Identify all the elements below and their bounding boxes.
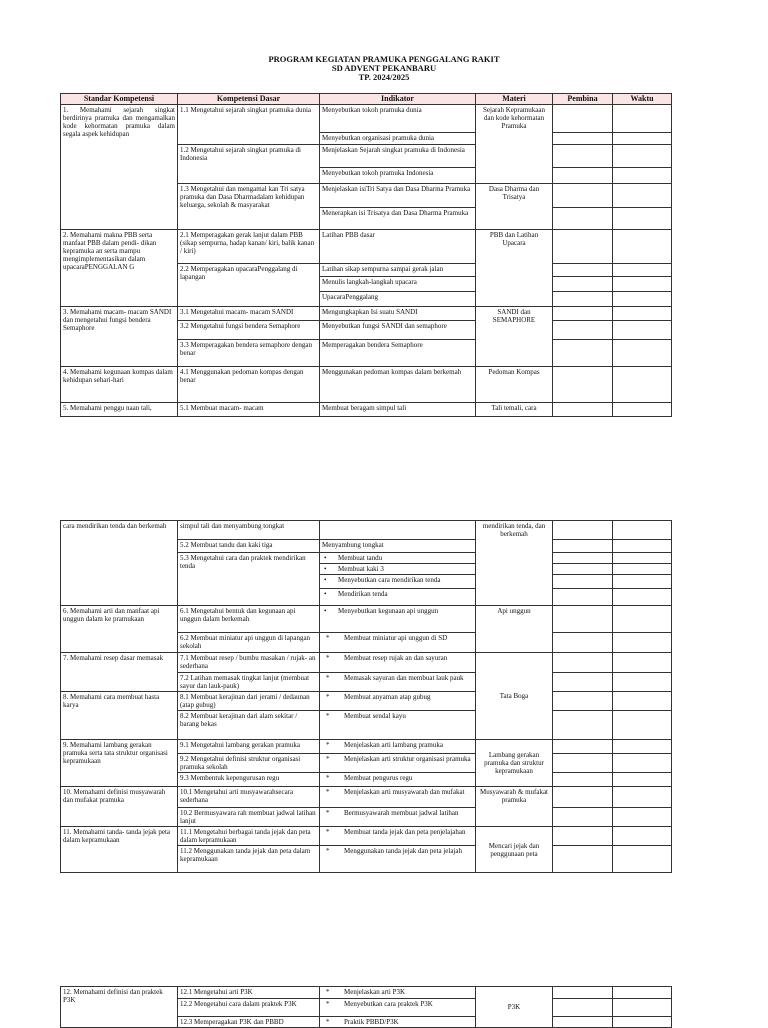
- indikator-cell: Menyebutkan fungsi SANDI dan semaphore: [320, 321, 476, 340]
- sk-cell: cara mendirikan tenda dan berkemah: [61, 521, 178, 606]
- indikator-cell: • Menyebutkan cara mendirikan tenda: [320, 575, 476, 589]
- indikator-cell: * Menjelaskan arti struktur organisasi pramuka: [320, 754, 476, 773]
- materi-cell: Pedoman Kompas: [476, 367, 553, 403]
- program-table-page-1: [60, 93, 672, 417]
- kd-cell: 5.1 Membuat macam- macam: [178, 403, 320, 417]
- kd-cell: 9.2 Mengetahui definisi struktur organisasi pramuka sekolah: [178, 754, 320, 773]
- doc-title: PROGRAM KEGIATAN PRAMUKA PENGGALANG RAKIT: [268, 54, 500, 64]
- materi-cell: Dasa Dharma dan Trisatya: [476, 184, 553, 230]
- col-header-standar: Standar Kompetensi: [61, 94, 178, 105]
- indikator-cell: Mengungkapkan Isi suatu SANDI: [320, 307, 476, 321]
- materi-cell: Tali temali, cara: [476, 403, 553, 417]
- materi-cell: P3K: [476, 987, 553, 1028]
- materi-cell: Sejarah Kepramukaan dan kode kehormatan Pramuka: [476, 105, 553, 184]
- indikator-cell: * Membuat tanda jejak dan peta penjelajahan: [320, 827, 476, 846]
- materi-cell: Musyawarah & mufakat pramuka: [476, 787, 553, 827]
- indikator-cell: Menyambung tongkat: [320, 540, 476, 553]
- kd-cell: 8.1 Membuat kerajinan dari jerami / dedaunan (atap gubug): [178, 692, 320, 711]
- kd-cell: 1.3 Mengetahui dan mengamal kan Tri satya pramuka dan Dasa Dharmadalam kehidupan keluarga, sekolah & masyarakat: [178, 184, 320, 230]
- indikator-cell: * Menggunakan tanda jejak dan peta jelajah: [320, 846, 476, 873]
- materi-cell: PBB dan Latihan Upacara: [476, 230, 553, 307]
- kd-cell: 11.1 Mengetahui berbagai tanda jejak dan peta dalam kepramukaan: [178, 827, 320, 846]
- sk-cell: 3. Memahami macam- macam SANDI dan mengetahui fungsi bendera Semaphore: [61, 307, 178, 367]
- kd-cell: simpul tali dan menyambung tongkat: [178, 521, 320, 540]
- indikator-cell: • Membuat tandu: [320, 553, 476, 564]
- program-table-page-3: [60, 986, 672, 1028]
- kd-cell: 12.2 Mengetahui cara dalam praktek P3K: [178, 999, 320, 1017]
- kd-cell: 6.2 Membuat miniatur api unggun di lapangan sekolah: [178, 633, 320, 653]
- indikator-cell: * Membuat miniatur api unggun di SD: [320, 633, 476, 653]
- materi-cell: Api unggun: [476, 606, 553, 653]
- col-header-materi: Materi: [476, 94, 553, 105]
- kd-cell: 5.2 Membuat tandu dan kaki tiga: [178, 540, 320, 553]
- indikator-cell: Latihan PBB dasar: [320, 230, 476, 264]
- school-name: SD ADVENT PEKANBARU: [331, 63, 437, 73]
- indikator-cell: * Membuat pengurus regu: [320, 773, 476, 787]
- kd-cell: 7.2 Latihan memasak tingkat lanjut (membuat sayur dan lauk-pauk): [178, 673, 320, 692]
- col-header-pembina: Pembina: [553, 94, 613, 105]
- sk-cell: 11. Memahami tanda- tanda jejak peta dalam kepramukaan: [61, 827, 178, 873]
- kd-cell: 3.1 Mengetahui macam- macam SANDI: [178, 307, 320, 321]
- indikator-cell: * Menyebutkan cara praktek P3K: [320, 999, 476, 1017]
- indikator-cell: • Mendirikan tenda: [320, 589, 476, 606]
- indikator-cell: Memperagakan bendera Semaphore: [320, 340, 476, 367]
- indikator-cell: Menggunakan pedoman kompas dalam berkemah: [320, 367, 476, 403]
- sk-cell: 8. Memahami cara membuat hasta karya: [61, 692, 178, 740]
- materi-cell: mendirikan tenda, dan berkemah: [476, 521, 553, 606]
- indikator-cell: * Menjelaskan arti lambang pramuka: [320, 740, 476, 754]
- sk-cell: 1. Memahami sejarah singkat berdirinya pramuka dan mengamalkan kode kehormatan pramuka dalam segala aspek kehidupan: [61, 105, 178, 230]
- indikator-cell: Menyebutkan tokoh pramuka Indonesia: [320, 168, 476, 184]
- pembina-cell: [553, 105, 613, 133]
- kd-cell: 7.1 Membuat resep / bumbu masakan / rujak- an sederhana: [178, 653, 320, 673]
- sk-cell: 2. Memahami makna PBB serta manfaat PBB dalam pendi- dikan kepramuka an serta mampu mengimplementasikan dalam upacaraPENGGALAN G: [61, 230, 178, 307]
- kd-cell: 3.2 Mengetahui fungsi bendera Semaphore: [178, 321, 320, 340]
- indikator-cell: UpacaraPenggalang: [320, 292, 476, 307]
- materi-cell: SANDI dan SEMAPHORE: [476, 307, 553, 367]
- kd-cell: 2.1 Memperagakan gerak lanjut dalam PBB (sikap sempurna, hadap kanan/ kiri, balik kanan / kiri): [178, 230, 320, 264]
- school-year: TP. 2024/2025: [358, 72, 410, 82]
- col-header-kompetensi: Kompetensi Dasar: [178, 94, 320, 105]
- col-header-indikator: Indikator: [320, 94, 476, 105]
- indikator-cell: Membuat beragam simpul tali: [320, 403, 476, 417]
- kd-cell: 8.2 Membuat kerajinan dari alam sekitar / barang bekas: [178, 711, 320, 740]
- kd-cell: 6.1 Mengetahui bentuk dan kegunaan api unggun dalam berkemah: [178, 606, 320, 633]
- waktu-cell: [613, 105, 672, 133]
- indikator-cell: Menjelaskan isiTri Satya dan Dasa Dharma Pramuka: [320, 184, 476, 208]
- sk-cell: 9. Memahami lambang gerakan pramuka serta tata struktur organisasi kepramukaan: [61, 740, 178, 787]
- kd-cell: 10.1 Mengetahui arti musyawarahsecara sederhana: [178, 787, 320, 808]
- kd-cell: 9.1 Mengetahui lambang gerakan pramuka: [178, 740, 320, 754]
- indikator-cell: * Menjelaskan arti musyawarah dan mufakat: [320, 787, 476, 808]
- kd-cell: 12.3 Memperagakan P3K dan PBBD: [178, 1017, 320, 1028]
- program-table-page-2: [60, 520, 672, 873]
- sk-cell: 5. Memahami penggu naan tali,: [61, 403, 178, 417]
- kd-cell: 4.1 Menggunakan pedoman kompas dengan benar: [178, 367, 320, 403]
- kd-cell: 12.1 Mengetahui arti P3K: [178, 987, 320, 999]
- materi-cell: Lambang gerakan pramuka dan struktur kepramukaan: [476, 740, 553, 787]
- kd-cell: 11.2 Menggunakan tanda jejak dan peta dalam kepramukaan: [178, 846, 320, 873]
- indikator-cell: • Menyebutkan kegunaan api unggun: [320, 606, 476, 633]
- indikator-cell: * Membuat resep rujak an dan sayuran: [320, 653, 476, 673]
- kd-cell: 2.2 Memperagakan upacaraPenggalang di lapangan: [178, 264, 320, 307]
- indikator-cell: * Membuat sendal kayu: [320, 711, 476, 740]
- kd-cell: 1.1 Mengetahui sejarah singkat pramuka dunia: [178, 105, 320, 145]
- indikator-cell: Menyebutkan tokoh pramuka dunia: [320, 105, 476, 133]
- kd-cell: 5.3 Mengetahui cara dan praktek mendirikan tenda: [178, 553, 320, 606]
- kd-cell: 9.3 Membentuk kepengurusan regu: [178, 773, 320, 787]
- kd-cell: 3.3 Memperagakan bendera semaphore dengan benar: [178, 340, 320, 367]
- indikator-cell: * Memasak sayuran dan membuat lauk pauk: [320, 673, 476, 692]
- indikator-cell: Latihan sikap sempurna sampai gerak jalan: [320, 264, 476, 277]
- sk-cell: 6. Memahami arti dan manfaat api unggun dalam ke pramukaan: [61, 606, 178, 653]
- kd-cell: 1.2 Mengetahui sejarah singkat pramuka di Indonesia: [178, 145, 320, 184]
- indikator-cell: * Membuat anyaman atap gubug: [320, 692, 476, 711]
- kd-cell: 10.2 Bermusyawara rah membuat jadwal latihan lanjut: [178, 808, 320, 827]
- indikator-cell: * Bermusyawarah membuat jadwal latihan: [320, 808, 476, 827]
- materi-cell: Tata Boga: [476, 653, 553, 740]
- sk-cell: 7. Memahami resep dasar memasak: [61, 653, 178, 692]
- sk-cell: 10. Memahami definisi musyawarah dan mufakat pramuka: [61, 787, 178, 827]
- indikator-cell: [320, 521, 476, 540]
- sk-cell: 4. Memahami kegunaan kompas dalam kehidupan sehari-hari: [61, 367, 178, 403]
- indikator-cell: Menjelaskan Sejarah singkat pramuka di Indonesia: [320, 145, 476, 168]
- col-header-waktu: Waktu: [613, 94, 672, 105]
- indikator-cell: * Menjelaskan arti P3K: [320, 987, 476, 999]
- indikator-cell: • Membuat kaki 3: [320, 564, 476, 575]
- indikator-cell: Menyebutkan organisasi pramuka dunia: [320, 133, 476, 145]
- materi-cell: Mencari jejak dan penggunaan peta: [476, 827, 553, 873]
- indikator-cell: Menerapkan isi Trisatya dan Dasa Dharma Pramuka: [320, 208, 476, 230]
- indikator-cell: * Praktik PBBD/P3K: [320, 1017, 476, 1028]
- sk-cell: 12. Memahami definisi dan praktek P3K: [61, 987, 178, 1028]
- indikator-cell: Menulis langkah-langkah upacara: [320, 277, 476, 292]
